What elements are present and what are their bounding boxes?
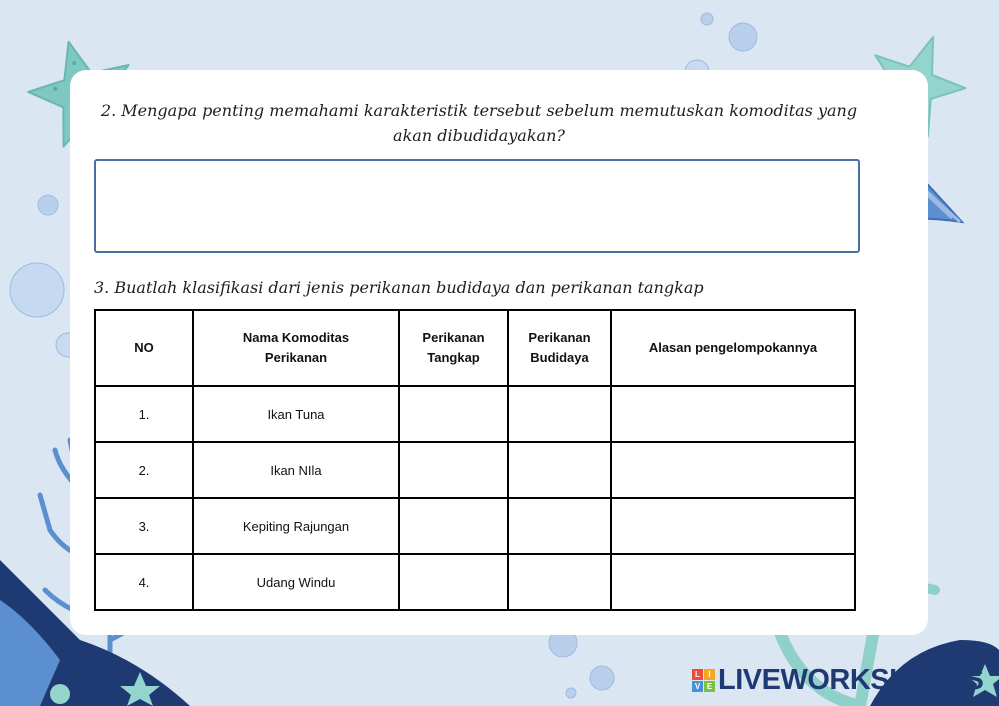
table-header-row [95,310,855,386]
cell-budidaya-input[interactable] [508,498,611,554]
cell-alasan-input[interactable] [611,498,855,554]
brand-logo-icon [692,669,715,692]
cell-nama: Udang Windu [193,554,399,610]
cell-tangkap-input[interactable] [399,554,508,610]
cell-no: 3. [95,498,193,554]
logo-letter: V [692,681,703,692]
header-alasan: Alasan pengelompokannya [611,310,855,386]
table-row [95,386,855,442]
question-3-text: 3. Buatlah klasifikasi dari jenis perikanan budidaya dan perikanan tangkap [94,278,704,297]
cell-nama: Ikan NIla [193,442,399,498]
header-perikanan-budidaya: Perikanan Budidaya [508,310,611,386]
cell-no: 4. [95,554,193,610]
cell-no: 1. [95,386,193,442]
classification-table [94,309,856,611]
cell-alasan-input[interactable] [611,554,855,610]
header-perikanan-tangkap: Perikanan Tangkap [399,310,508,386]
cell-budidaya-input[interactable] [508,554,611,610]
header-no: NO [95,310,193,386]
table-row [95,442,855,498]
cell-tangkap-input[interactable] [399,498,508,554]
cell-budidaya-input[interactable] [508,442,611,498]
cell-alasan-input[interactable] [611,442,855,498]
cell-tangkap-input[interactable] [399,442,508,498]
header-nama-komoditas: Nama Komoditas Perikanan [193,310,399,386]
table-row [95,554,855,610]
question-2-text: 2. Mengapa penting memahami karakteristik tersebut sebelum memutuskan komoditas yang akan dibudidayakan? [100,101,858,145]
cell-nama: Kepiting Rajungan [193,498,399,554]
logo-letter: I [704,669,715,680]
cell-no: 2. [95,442,193,498]
brand-text: LIVEWORKSHEETS [718,663,984,696]
logo-letter: L [692,669,703,680]
answer-input-box[interactable] [94,159,860,253]
logo-letter: E [704,681,715,692]
table-row [95,498,855,554]
cell-nama: Ikan Tuna [193,386,399,442]
cell-alasan-input[interactable] [611,386,855,442]
liveworksheets-logo[interactable] [692,664,983,696]
cell-tangkap-input[interactable] [399,386,508,442]
cell-budidaya-input[interactable] [508,386,611,442]
